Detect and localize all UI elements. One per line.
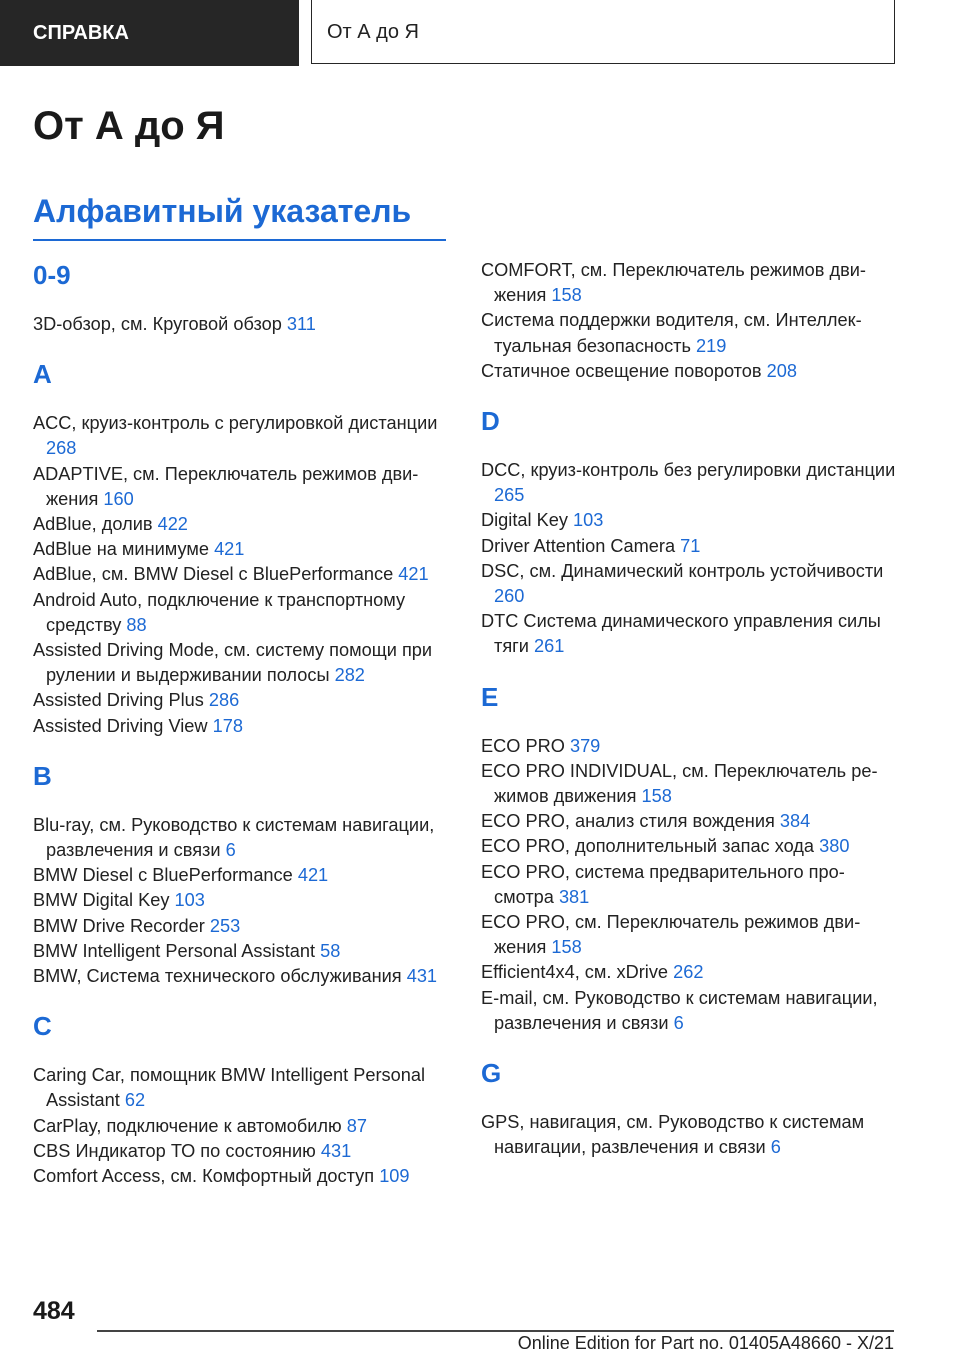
index-entry: [33, 1114, 448, 1139]
page-header: [0, 0, 960, 66]
index-entry: [33, 1139, 448, 1164]
index-letter-heading: A: [33, 359, 52, 390]
index-entry-text: AdBlue на минимуме: [33, 539, 209, 560]
index-entry: [33, 411, 448, 461]
index-entry: [481, 308, 896, 358]
index-entry-text: ACC, круиз-контроль с регулировкой дистанции: [33, 413, 438, 434]
index-entry-text: COMFORT, см. Переключатель режимов движения: [481, 260, 866, 306]
page-link[interactable]: 431: [406, 966, 438, 987]
index-entry-text: Assisted Driving View: [33, 715, 208, 736]
index-entry-text: ECO PRO, дополнительный запас хода: [481, 836, 815, 857]
index-entry-text: BMW, Система технического обслуживания: [33, 966, 402, 987]
index-entry: [33, 312, 448, 337]
index-entry-text: E-mail, см. Руководство к системам навигации, развлечения и связи: [481, 987, 878, 1033]
index-entry: [33, 914, 448, 939]
page-link[interactable]: 260: [494, 586, 525, 607]
index-letter-heading: E: [481, 681, 499, 712]
index-entry: [481, 609, 896, 659]
page-link[interactable]: 158: [551, 285, 582, 306]
index-entry: [33, 863, 448, 888]
page-link[interactable]: 261: [534, 636, 565, 657]
index-entry: [481, 458, 896, 508]
index-entry-text: ECO PRO: [481, 735, 565, 756]
index-entry: [33, 888, 448, 913]
index-entry: [481, 759, 896, 809]
index-column-right: [481, 258, 896, 1180]
index-entry-text: ADAPTIVE, см. Переключатель режимов движения: [33, 463, 419, 509]
index-entry-text: GPS, навигация, см. Руководство к системам навигации, развлечения и связи: [481, 1112, 865, 1158]
page-link[interactable]: 381: [558, 886, 590, 907]
index-entry: [481, 734, 896, 759]
index-entry: [481, 809, 896, 834]
index-entry: [33, 714, 448, 739]
page-link[interactable]: 6: [673, 1012, 684, 1033]
page-link[interactable]: 384: [779, 811, 811, 832]
index-entry-text: Blu-ray, см. Руководство к системам навигации, развлечения и связи: [33, 814, 435, 861]
index-entry: [33, 638, 448, 688]
index-entry-text: BMW Diesel с BluePerformance: [33, 865, 293, 886]
index-entry: [481, 960, 896, 985]
index-entry: [481, 559, 896, 609]
index-entry: [33, 537, 448, 562]
index-letter-heading: C: [33, 1011, 52, 1042]
index-entry-text: Assisted Driving Mode, см. систему помощи при рулении и выдерживании полосы: [33, 640, 433, 686]
index-entry-text: CarPlay, подключение к автомобилю: [33, 1115, 342, 1136]
index-entry-text: BMW Drive Recorder: [33, 915, 205, 936]
index-entry: [33, 1164, 448, 1189]
page-number: 484: [33, 1297, 75, 1325]
page-link[interactable]: 6: [770, 1137, 781, 1158]
page-link[interactable]: 253: [209, 915, 241, 936]
index-entry: [33, 1063, 448, 1113]
page-link[interactable]: 379: [569, 735, 601, 756]
footer-divider: [97, 1330, 894, 1332]
page-link[interactable]: 311: [286, 314, 316, 334]
index-letter-heading: G: [481, 1058, 502, 1089]
footer-edition: Online Edition for Part no. 01405A48660 - X/21: [517, 1333, 894, 1353]
page-link[interactable]: 88: [126, 614, 147, 635]
index-entry-text: Система поддержки водителя, см. Интеллектуальная безопасность: [481, 310, 862, 356]
index-entry-text: DSC, см. Динамический контроль устойчивости: [481, 560, 884, 581]
index-entry-list: [481, 258, 896, 384]
index-entry-text: Efficient4x4, см. xDrive: [481, 962, 669, 983]
page-link[interactable]: 103: [174, 890, 205, 911]
chapter-tab[interactable]: От А до Я: [311, 0, 895, 64]
page-link[interactable]: 265: [494, 485, 525, 506]
index-entry: [481, 860, 896, 910]
index-entry-text: Driver Attention Camera: [481, 535, 676, 556]
index-entry: [481, 834, 896, 859]
page-link[interactable]: 421: [214, 539, 245, 560]
index-subtitle: Алфавитный указатель: [33, 193, 412, 229]
section-tab[interactable]: СПРАВКА: [0, 0, 299, 66]
index-entry-list: [481, 458, 896, 660]
index-entry-text: ECO PRO INDIVIDUAL, см. Переключатель режимов движения: [481, 760, 878, 807]
index-entry-text: AdBlue, см. BMW Diesel с BluePerformance: [33, 564, 394, 585]
page-link[interactable]: 380: [819, 836, 850, 857]
index-entry-text: AdBlue, долив: [33, 514, 153, 535]
index-entry-list: [33, 1063, 448, 1189]
index-entry-text: Статичное освещение поворотов: [481, 360, 762, 381]
index-entry-text: DTC Система динамического управления силы тяги: [481, 611, 881, 657]
index-entry: [481, 910, 896, 960]
index-entry: [33, 562, 448, 587]
index-entry: [33, 512, 448, 537]
index-entry: [481, 258, 896, 308]
index-entry-text: Digital Key: [481, 510, 568, 531]
subtitle-divider: [33, 239, 446, 241]
index-letter-heading: B: [33, 760, 52, 791]
index-letter-heading: 0-9: [33, 260, 71, 290]
index-entry: [481, 1110, 896, 1160]
index-entry-list: [481, 734, 896, 1036]
index-entry-text: ECO PRO, см. Переключатель режимов движения: [481, 912, 861, 958]
page-title: От А до Я: [33, 104, 225, 148]
page-link[interactable]: 421: [398, 564, 429, 585]
index-entry-text: Android Auto, подключение к транспортному средству: [33, 589, 406, 635]
page-link[interactable]: 262: [673, 962, 704, 983]
index-letter-heading: D: [481, 406, 500, 437]
index-entry: [481, 508, 896, 533]
page-link[interactable]: 219: [696, 335, 727, 356]
index-entry: [481, 986, 896, 1036]
index-entry: [33, 813, 448, 863]
index-entry: [33, 588, 448, 638]
page-link[interactable]: 158: [551, 937, 582, 958]
page-link[interactable]: 109: [379, 1166, 410, 1187]
index-entry-text: 3D-обзор, см. Круговой обзор: [33, 314, 282, 334]
page-link[interactable]: 87: [346, 1115, 367, 1136]
index-entry: [33, 688, 448, 713]
page-link[interactable]: 158: [641, 786, 672, 807]
index-entry: [481, 534, 896, 559]
page-link[interactable]: 268: [46, 438, 77, 459]
index-entry: [33, 939, 448, 964]
index-column-left: [33, 258, 448, 1209]
index-entry: [481, 359, 896, 384]
page-link[interactable]: 286: [208, 690, 240, 711]
index-entry-list: [33, 411, 448, 739]
index-entry-text: BMW Intelligent Personal Assistant: [33, 940, 316, 961]
page-link[interactable]: 103: [573, 510, 604, 531]
index-entry-list: [33, 813, 448, 989]
page-link[interactable]: 431: [320, 1140, 352, 1161]
index-entry: [33, 462, 448, 512]
page-link[interactable]: 71: [680, 535, 701, 556]
index-entry-list: [33, 312, 448, 337]
page-link[interactable]: 282: [334, 665, 365, 686]
page-link[interactable]: 421: [297, 865, 329, 886]
page-link[interactable]: 160: [103, 488, 134, 509]
index-entry-text: Comfort Access, см. Комфортный доступ: [33, 1166, 375, 1187]
page-link[interactable]: 62: [124, 1090, 146, 1111]
page-link[interactable]: 208: [766, 360, 797, 381]
page-link[interactable]: 6: [225, 840, 236, 861]
index-entry-text: ECO PRO, анализ стиля вождения: [481, 811, 775, 832]
page-link[interactable]: 178: [212, 715, 243, 736]
index-entry-text: BMW Digital Key: [33, 890, 170, 911]
page-link[interactable]: 58: [320, 940, 341, 961]
index-entry-text: CBS Индикатор ТО по состоянию: [33, 1140, 316, 1161]
index-entry-text: Caring Car, помощник BMW Intelligent Personal Assistant: [33, 1065, 425, 1111]
index-entry-text: Assisted Driving Plus: [33, 690, 204, 711]
index-entry-text: DCC, круиз-контроль без регулировки дистанции: [481, 460, 896, 481]
index-entry-text: ECO PRO, система предварительного просмотра: [481, 861, 845, 907]
page-link[interactable]: 422: [157, 514, 188, 535]
index-entry-list: [481, 1110, 896, 1160]
index-entry: [33, 964, 448, 989]
